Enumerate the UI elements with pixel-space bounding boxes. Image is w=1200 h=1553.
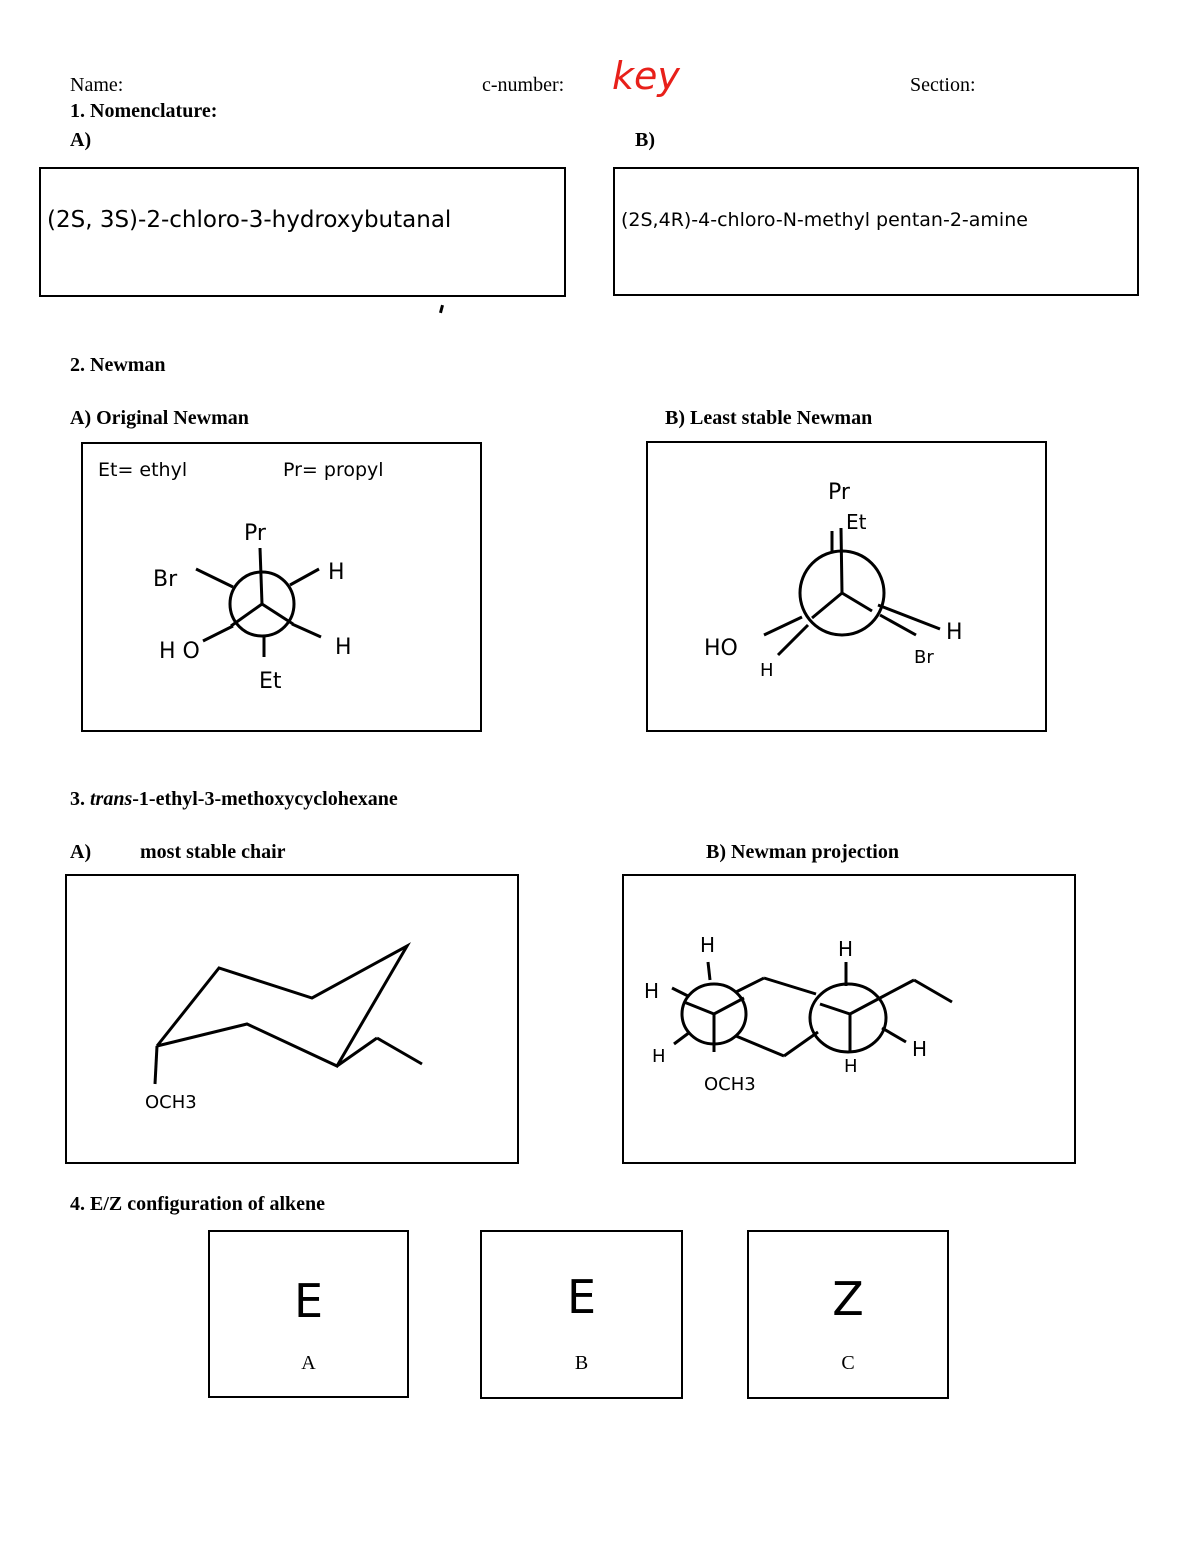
sub-och3: OCH3 xyxy=(145,1092,197,1113)
sub-och3: OCH3 xyxy=(704,1074,756,1095)
ez-answer-a: E xyxy=(293,1274,324,1328)
key-annotation: key xyxy=(612,54,680,98)
sub-h-right: H xyxy=(946,620,963,645)
newman-least-stable-drawing xyxy=(648,443,1045,730)
q2-heading: 2. Newman xyxy=(70,354,166,376)
q2-b-label: B) Least stable Newman xyxy=(665,407,873,429)
ez-box-c xyxy=(747,1230,949,1399)
sub-h-top-front: H xyxy=(700,933,716,957)
cnumber-label: c-number: xyxy=(482,74,565,96)
newman-original-drawing xyxy=(83,444,480,730)
sub-et: Et xyxy=(846,510,867,534)
sub-h-upper: H xyxy=(328,560,345,585)
q3-b-box xyxy=(622,874,1076,1164)
q2-b-box xyxy=(646,441,1047,732)
sub-h-bottom-back: H xyxy=(844,1056,858,1077)
ez-caption-c: C xyxy=(841,1352,855,1374)
q1-a-label: A) xyxy=(70,129,92,151)
chair-conformation-drawing xyxy=(67,876,517,1162)
ez-caption-a: A xyxy=(301,1352,316,1374)
ez-box-a xyxy=(208,1230,409,1398)
stray-mark xyxy=(439,305,444,314)
q2-a-box xyxy=(81,442,482,732)
sub-h-top-back: H xyxy=(838,937,854,961)
q3-a-title: most stable chair xyxy=(140,841,286,863)
q4-heading: 4. E/Z configuration of alkene xyxy=(70,1193,326,1215)
q1-a-answer: (2S, 3S)-2-chloro-3-hydroxybutanal xyxy=(47,207,452,233)
ez-answer-b: E xyxy=(566,1270,597,1324)
legend-et: Et= ethyl xyxy=(98,459,188,481)
sub-ho: H O xyxy=(159,639,200,664)
q1-b-answer: (2S,4R)-4-chloro-N-methyl pentan-2-amine xyxy=(621,209,1028,231)
sub-pr: Pr xyxy=(244,521,266,546)
legend-pr: Pr= propyl xyxy=(283,459,384,481)
sub-h-lower-left: H xyxy=(760,660,774,681)
ez-box-b xyxy=(480,1230,683,1399)
newman-projection-drawing xyxy=(624,876,1074,1162)
q1-heading: 1. Nomenclature: xyxy=(70,100,218,122)
sub-et: Et xyxy=(259,669,282,694)
q1-b-label: B) xyxy=(635,129,655,151)
sub-h-lower-left: H xyxy=(652,1046,666,1067)
q3-a-box xyxy=(65,874,519,1164)
q2-a-label: A) Original Newman xyxy=(70,407,249,429)
q3-heading: 3. trans-1-ethyl-3-methoxycyclohexane xyxy=(70,788,398,810)
q1-a-answer-box xyxy=(39,167,566,297)
q1-b-answer-box xyxy=(613,167,1139,296)
sub-ho: HO xyxy=(704,636,738,661)
sub-pr: Pr xyxy=(828,480,850,505)
ez-answer-c: Z xyxy=(832,1272,864,1326)
sub-h-lower: H xyxy=(335,635,352,660)
q3-a-label: A) xyxy=(70,841,92,863)
q3-b-label: B) Newman projection xyxy=(706,841,899,863)
ez-caption-b: B xyxy=(574,1352,589,1374)
name-label: Name: xyxy=(70,74,124,96)
sub-h-right: H xyxy=(912,1037,928,1061)
sub-h-left: H xyxy=(644,979,660,1003)
sub-br: Br xyxy=(153,567,178,592)
sub-br: Br xyxy=(914,647,934,668)
section-label: Section: xyxy=(910,74,976,96)
